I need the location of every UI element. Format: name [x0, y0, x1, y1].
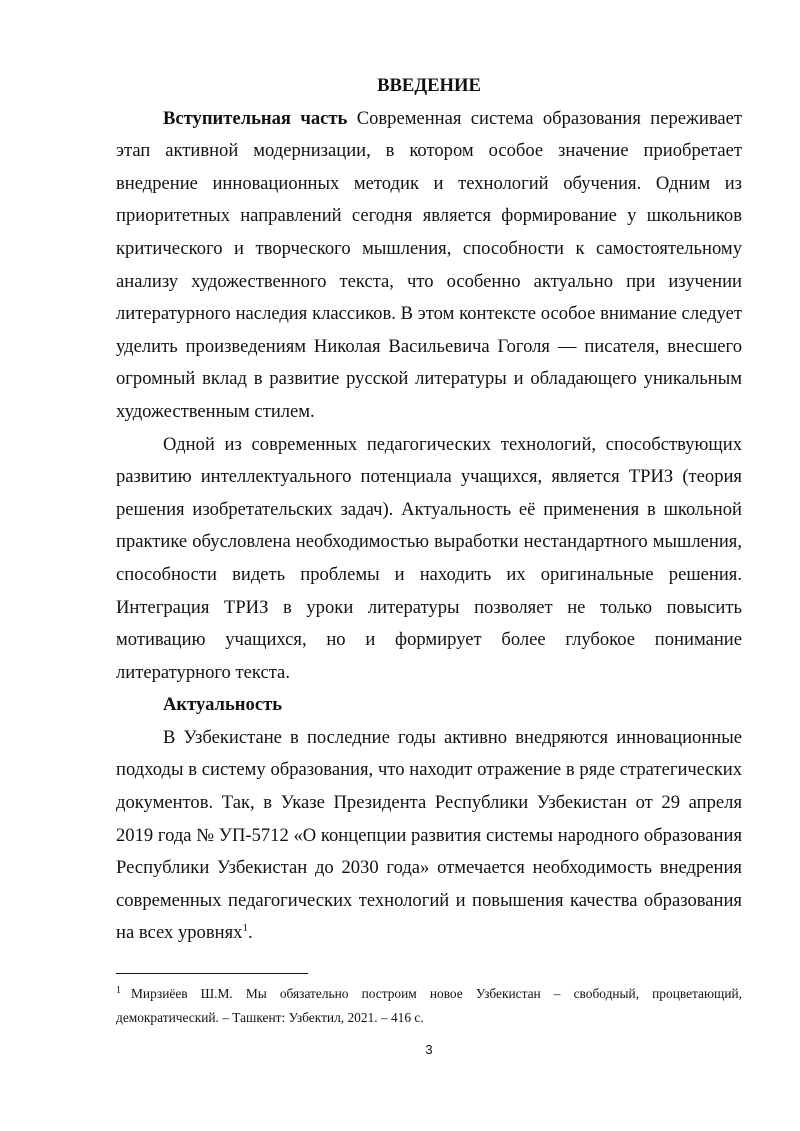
- intro-text: Современная система образования переживает этап активной модернизации, в котором особое значение приобретает внедрение инновационных методик и технологий обучения. Одним из приоритетных направлений сегодня является формирование у школьников критического и творческого мышления, способности к самостоятельному анализу художественного текста, что особенно актуально при изучении литературного наследия классиков. В этом контексте особое внимание следует уделить произведениям Николая Васильевича Гоголя — писателя, внесшего огромный вклад в развитие русской литературы и обладающего уникальным художественным стилем.: [116, 107, 743, 422]
- body-text: [116, 70, 742, 950]
- intro-lead: Вступительная часть: [163, 107, 348, 129]
- footnote-text: Мирзиёев Ш.М. Мы обязательно построим новое Узбекистан – свободный, процветающий, демократический. – Ташкент: Узбектил, 2021. – 416 с.: [116, 986, 742, 1025]
- footnote: [116, 982, 742, 1030]
- footnote-mark: 1: [116, 984, 121, 996]
- intro-paragraph: [116, 103, 742, 429]
- footnote-divider: [116, 973, 308, 974]
- page-title: ВВЕДЕНИЕ: [377, 75, 481, 96]
- uzbekistan-text: В Узбекистане в последние годы активно внедряются инновационные подходы в систему образования, что находит отражение в ряде стратегических документов. Так, в Указе Президента Республики Узбекистан от 29 апреля 2019 года № УП-5712 «О концепции развития системы народного образования Республики Узбекистан до 2030 года» отмечается необходимость внедрения современных педагогических технологий и повышения качества образования на всех уровнях: [116, 726, 742, 944]
- uzbekistan-paragraph: [116, 722, 742, 950]
- footnote-reference[interactable]: 1: [242, 922, 248, 935]
- page-number: 3: [425, 1042, 433, 1057]
- paragraph-end: .: [247, 922, 253, 944]
- triz-paragraph: Одной из современных педагогических технологий, способствующих развитию интеллектуального потенциала учащихся, является ТРИЗ (теория решения изобретательских задач). Актуальность её применения в школьной практике обусловлена необходимостью выработки нестандартного мышления, способности видеть проблемы и находить их оригинальные решения. Интеграция ТРИЗ в уроки литературы позволяет не только повысить мотивацию учащихся, но и формирует более глубокое понимание литературного текста.: [116, 433, 742, 683]
- section-heading-relevance: Актуальность: [163, 694, 283, 716]
